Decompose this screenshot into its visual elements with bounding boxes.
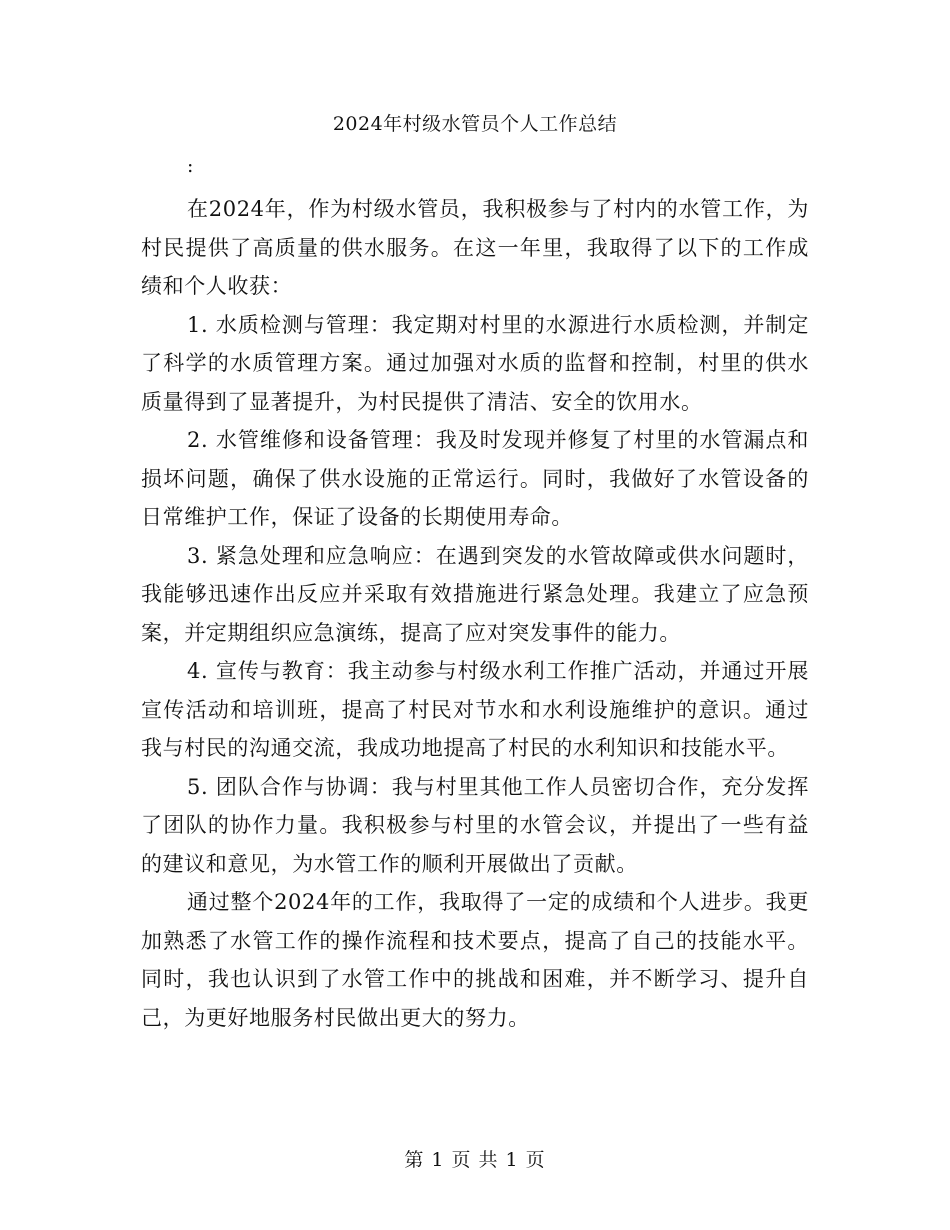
paragraph-item-3: 3. 紧急处理和应急响应：在遇到突发的水管故障或供水问题时，我能够迅速作出反应并采取有效措施进行紧急处理。我建立了应急预案，并定期组织应急演练，提高了应对突发事件的能力。	[141, 543, 809, 645]
paragraph-item-1: 1. 水质检测与管理：我定期对村里的水源进行水质检测，并制定了科学的水质管理方案。通过加强对水质的监督和控制，村里的供水质量得到了显著提升，为村民提供了清洁、安全的饮用水。	[141, 312, 809, 414]
paragraph-item-4: 4. 宣传与教育：我主动参与村级水利工作推广活动，并通过开展宣传活动和培训班，提高了村民对节水和水利设施维护的意识。通过我与村民的沟通交流，我成功地提高了村民的水利知识和技能水平。	[141, 659, 809, 760]
paragraph-item-2: 2. 水管维修和设备管理：我及时发现并修复了村里的水管漏点和损坏问题，确保了供水设施的正常运行。同时，我做好了水管设备的日常维护工作，保证了设备的长期使用寿命。	[141, 428, 809, 529]
page-footer: 第 1 页 共 1 页	[404, 1149, 546, 1171]
paragraph-item-5: 5. 团队合作与协调：我与村里其他工作人员密切合作，充分发挥了团队的协作力量。我积极参与村里的水管会议，并提出了一些有益的建议和意见，为水管工作的顺利开展做出了贡献。	[141, 774, 809, 876]
title-colon: :	[187, 155, 194, 177]
paragraph-intro: 在2024年，作为村级水管员，我积极参与了村内的水管工作，为村民提供了高质量的供水服务。在这一年里，我取得了以下的工作成绩和个人收获：	[141, 197, 809, 298]
document-title: 2024年村级水管员个人工作总结	[332, 113, 618, 135]
document-body	[141, 190, 809, 1037]
paragraph-conclusion: 通过整个2024年的工作，我取得了一定的成绩和个人进步。我更加熟悉了水管工作的操作流程和技术要点，提高了自己的技能水平。同时，我也认识到了水管工作中的挑战和困难，并不断学习、提升自己，为更好地服务村民做出更大的努力。	[141, 890, 809, 1030]
